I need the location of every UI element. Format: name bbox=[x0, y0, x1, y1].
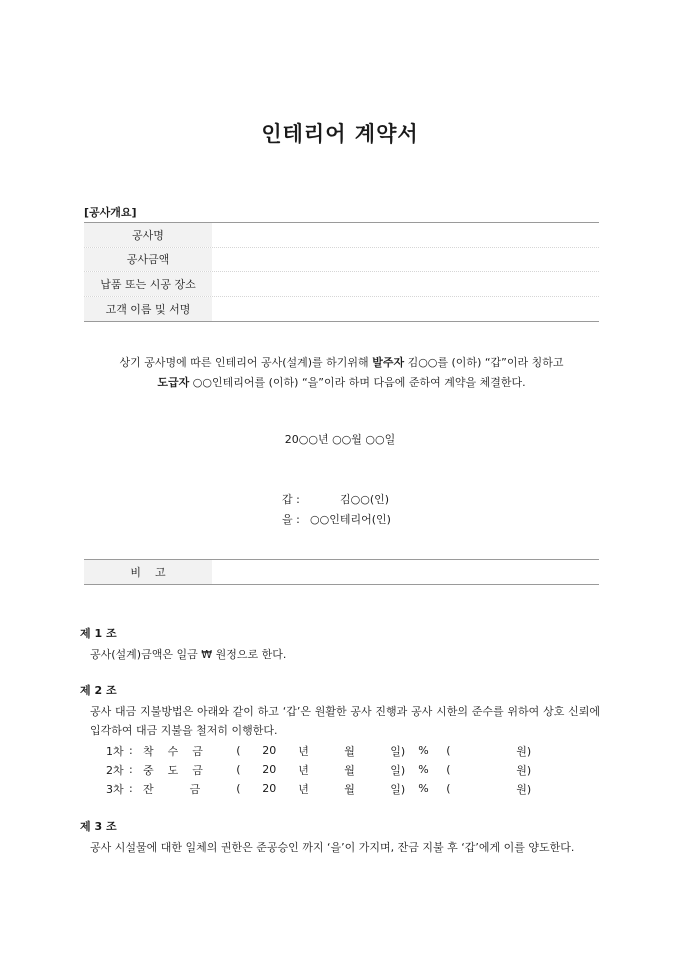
project-name-field[interactable] bbox=[212, 223, 599, 247]
payment-item: 잔금 bbox=[143, 782, 237, 796]
day-unit: 일) bbox=[390, 782, 406, 796]
won-unit: 원) bbox=[516, 744, 532, 758]
orderer-label: 발주자 bbox=[372, 356, 405, 369]
table-row bbox=[84, 297, 599, 322]
article-heading: 제 2 조 bbox=[80, 684, 117, 697]
party-a bbox=[282, 491, 389, 507]
article-heading: 제 3 조 bbox=[80, 820, 117, 833]
note-field[interactable] bbox=[212, 560, 599, 584]
payment-order: 2차 bbox=[106, 763, 124, 777]
table-row bbox=[106, 779, 536, 798]
intro-paragraph bbox=[84, 353, 599, 393]
article-heading: 제 1 조 bbox=[80, 627, 117, 640]
separator: : bbox=[129, 744, 133, 757]
table-row bbox=[84, 272, 599, 297]
month-unit: 월 bbox=[344, 763, 355, 777]
table-row bbox=[106, 760, 536, 779]
intro-text: ○○인테리어를 (이하) “을”이라 하며 다음에 준하여 계약을 체결한다. bbox=[189, 376, 526, 389]
intro-line-1 bbox=[84, 353, 599, 373]
year-prefix: 20 bbox=[262, 744, 277, 757]
row-label-project-name: 공사명 bbox=[84, 223, 212, 247]
day-unit: 일) bbox=[390, 763, 406, 777]
year-unit: 년 bbox=[298, 763, 309, 777]
paren-open: ( bbox=[446, 744, 451, 757]
project-amount-field[interactable] bbox=[212, 248, 599, 272]
row-label-project-amount: 공사금액 bbox=[84, 248, 212, 272]
year-unit: 년 bbox=[298, 744, 309, 758]
contractor-label: 도급자 bbox=[157, 376, 190, 389]
paren-open: ( bbox=[236, 782, 241, 795]
location-field[interactable] bbox=[212, 272, 599, 296]
paren-open: ( bbox=[236, 763, 241, 776]
intro-text: 상기 공사명에 따른 인테리어 공사(설계)를 하기위해 bbox=[119, 356, 373, 369]
year-prefix: 20 bbox=[262, 782, 277, 795]
payment-order: 3차 bbox=[106, 782, 124, 796]
intro-text: 김○○를 (이하) “갑”이라 칭하고 bbox=[404, 356, 564, 369]
overview-table bbox=[84, 222, 599, 322]
article-body: 공사 시설물에 대한 일체의 권한은 준공승인 까지 ‘을’이 가지며, 잔금 지불 후 ‘갑’에게 이를 양도한다. bbox=[90, 841, 575, 854]
payment-item: 중도금 bbox=[143, 763, 217, 777]
intro-line-2 bbox=[84, 373, 599, 393]
table-row bbox=[106, 741, 536, 760]
customer-signature-field[interactable] bbox=[212, 297, 599, 322]
party-a-label: 갑 : bbox=[282, 493, 300, 506]
document-title: 인테리어 계약서 bbox=[261, 122, 419, 146]
party-b-label: 을 : bbox=[282, 513, 300, 526]
year-prefix: 20 bbox=[262, 763, 277, 776]
won-unit: 원) bbox=[516, 782, 532, 796]
percent-unit: % bbox=[418, 763, 429, 776]
paren-open: ( bbox=[446, 782, 451, 795]
table-row bbox=[84, 223, 599, 248]
article-1 bbox=[80, 625, 600, 664]
month-unit: 월 bbox=[344, 782, 355, 796]
separator: : bbox=[129, 782, 133, 795]
percent-unit: % bbox=[418, 744, 429, 757]
won-unit: 원) bbox=[516, 763, 532, 777]
day-unit: 일) bbox=[390, 744, 406, 758]
article-2 bbox=[80, 682, 600, 798]
year-unit: 년 bbox=[298, 782, 309, 796]
payment-order: 1차 bbox=[106, 744, 124, 758]
separator: : bbox=[129, 763, 133, 776]
party-a-name: 김○○(인) bbox=[340, 493, 390, 506]
row-label-location: 납품 또는 시공 장소 bbox=[84, 272, 212, 296]
row-label-customer: 고객 이름 및 서명 bbox=[84, 297, 212, 322]
note-table bbox=[84, 559, 599, 585]
party-b bbox=[282, 511, 391, 527]
note-label: 비고 bbox=[84, 560, 212, 584]
table-row bbox=[84, 248, 599, 273]
article-3 bbox=[80, 818, 600, 857]
payment-schedule bbox=[106, 741, 536, 798]
overview-section-label: [공사개요] bbox=[84, 206, 137, 219]
party-b-name: ○○인테리어(인) bbox=[310, 513, 391, 526]
contract-date: 20○○년 ○○월 ○○일 bbox=[284, 433, 396, 446]
paren-open: ( bbox=[236, 744, 241, 757]
article-body: 공사(설계)금액은 일금 ₩ 원정으로 한다. bbox=[90, 648, 287, 661]
article-body: 공사 대금 지불방법은 아래와 같이 하고 ‘갑’은 원활한 공사 진행과 공사 시한의 준수를 위하여 상호 신뢰에 입각하여 대금 지불을 철저히 이행한다. bbox=[90, 705, 600, 737]
paren-open: ( bbox=[446, 763, 451, 776]
month-unit: 월 bbox=[344, 744, 355, 758]
percent-unit: % bbox=[418, 782, 429, 795]
payment-item: 착수금 bbox=[143, 744, 217, 758]
